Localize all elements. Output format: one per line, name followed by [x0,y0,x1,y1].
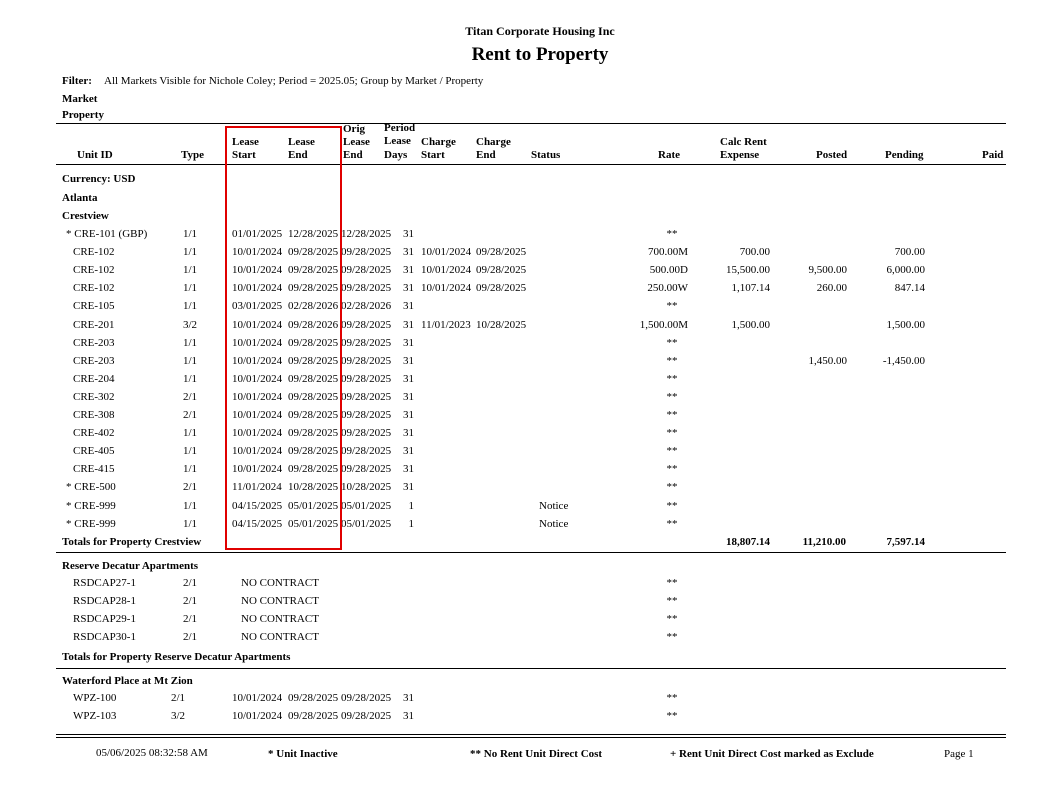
cell-lease-start: 10/01/2024 [232,318,283,331]
cell-lease-end: 09/28/2025 [288,264,339,277]
table-row [0,577,1049,595]
cell-orig-lease-end: 09/28/2025 [341,692,392,704]
cell-lease-start: 04/15/2025 [232,499,283,512]
cell-rate: ** [666,463,678,476]
cell-unit-id: WPZ-100 [73,692,117,704]
table-row [0,445,1049,463]
cell-type: 1/1 [182,246,198,259]
cell-charge-start: 10/01/2024 [421,246,472,259]
cell-rate: 1,500.00M [639,318,688,331]
col-unit-id: Unit ID [77,149,113,161]
cell-lease-end: 09/28/2025 [288,336,339,349]
col-orig-3: End [343,149,363,161]
table-row [0,613,1049,631]
cell-type: 1/1 [182,372,198,385]
totals-pending: 7,597.14 [886,536,925,548]
cell-calc-rent-expense: 1,500.00 [731,318,770,331]
report-title: Rent to Property [471,44,609,65]
table-row [0,595,1049,613]
lease-dates-highlight-box [225,126,342,550]
cell-type: 3/2 [170,710,186,722]
cell-days: 31 [403,318,414,331]
cell-unit-id: CRE-402 [73,427,115,440]
cell-orig-lease-end: 09/28/2025 [341,372,392,385]
cell-orig-lease-end: 09/28/2025 [341,264,392,277]
cell-rate: ** [666,692,678,704]
col-period-2: Lease [384,135,411,147]
cell-days: 31 [403,282,414,295]
footer-rule-1 [56,734,1006,735]
cell-type: 1/1 [182,445,198,458]
cell-lease-end: 09/28/2025 [288,463,339,476]
table-row [0,409,1049,427]
cell-rate: ** [666,390,678,403]
cell-lease-end: 09/28/2025 [288,427,339,440]
cell-posted: 9,500.00 [808,264,847,277]
cell-unit-id: * CRE-101 (GBP) [66,228,148,240]
cell-unit-id: RSDCAP27-1 [73,577,136,589]
cell-orig-lease-end: 10/28/2025 [341,481,392,494]
cell-lease-end: 09/28/2025 [288,282,339,295]
cell-rate: ** [666,631,678,643]
cell-rate: ** [666,710,678,722]
cell-status: Notice [539,499,569,512]
cell-unit-id: CRE-308 [73,409,115,421]
cell-lease-start: 03/01/2025 [232,300,283,313]
cell-lease-start: 10/01/2024 [232,463,283,476]
cell-no-contract: NO CONTRACT [241,595,319,607]
col-paid: Paid [982,149,1004,161]
cell-type: 2/1 [182,631,198,643]
property-name-waterford: Waterford Place at Mt Zion [62,675,193,687]
cell-days: 31 [403,354,414,367]
footer-legend-no-rent: ** No Rent Unit Direct Cost [470,748,603,760]
table-row [0,463,1049,481]
cell-charge-end: 09/28/2025 [476,282,527,295]
cell-orig-lease-end: 09/28/2025 [341,282,392,295]
cell-charge-start: 11/01/2023 [421,318,471,331]
col-charge-end-1: Charge [476,136,511,148]
cell-charge-start: 10/01/2024 [421,264,472,277]
cell-type: 2/1 [182,577,198,589]
cell-type: 1/1 [182,499,198,512]
cell-lease-start: 10/01/2024 [232,336,283,349]
footer-timestamp: 05/06/2025 08:32:58 AM [96,747,208,759]
footer-legend-inactive: * Unit Inactive [268,748,338,760]
table-row [0,228,1049,246]
currency-label: Currency: USD [62,173,136,185]
cell-type: 1/1 [182,427,198,440]
cell-rate: ** [666,228,678,240]
cell-lease-end: 02/28/2026 [288,300,339,313]
cell-lease-start: 10/01/2024 [232,445,283,458]
footer-rule-2 [56,737,1006,738]
footer-legend-exclude: + Rent Unit Direct Cost marked as Exclude [670,748,874,760]
table-row [0,282,1049,300]
col-period-3: Days [384,149,408,161]
cell-orig-lease-end: 09/28/2025 [341,354,392,367]
cell-rate: ** [666,427,678,440]
cell-type: 2/1 [182,481,198,494]
cell-rate: ** [666,595,678,607]
col-status: Status [531,149,561,161]
cell-days: 1 [408,517,414,530]
cell-days: 31 [403,692,414,704]
cell-calc-rent-expense: 1,107.14 [731,282,770,295]
col-orig-2: Lease [343,136,370,148]
cell-lease-end: 09/28/2025 [288,692,339,704]
cell-unit-id: CRE-204 [73,372,115,385]
cell-days: 31 [403,264,414,277]
table-row [0,319,1049,337]
cell-type: 3/2 [182,318,198,331]
col-lease-start-1: Lease [232,136,259,148]
table-row [0,427,1049,445]
cell-rate: ** [666,577,678,589]
cell-status: Notice [539,517,569,530]
cell-orig-lease-end: 09/28/2025 [341,710,392,722]
cell-days: 31 [403,300,414,313]
cell-lease-start: 10/01/2024 [232,390,283,403]
cell-lease-start: 01/01/2025 [232,228,283,240]
cell-days: 1 [408,499,414,512]
col-pending: Pending [885,149,924,161]
cell-lease-start: 10/01/2024 [232,354,283,367]
cell-orig-lease-end: 09/28/2025 [341,390,392,403]
col-period-1: Period [384,122,416,134]
col-lease-end-1: Lease [288,136,315,148]
filter-text: All Markets Visible for Nichole Coley; Period = 2025.05; Group by Market / Property [104,75,484,87]
table-row [0,481,1049,499]
cell-pending: 1,500.00 [886,318,925,331]
property-label: Property [62,109,104,121]
cell-rate: ** [666,372,678,385]
cell-lease-start: 10/01/2024 [232,427,283,440]
cell-days: 31 [403,409,414,421]
cell-rate: ** [666,517,678,530]
cell-lease-end: 09/28/2025 [288,390,339,403]
cell-lease-end: 12/28/2025 [288,228,339,240]
footer-page-number: Page 1 [944,748,974,760]
cell-rate: 250.00W [647,282,688,295]
cell-posted: 1,450.00 [808,354,847,367]
cell-type: 1/1 [182,228,198,240]
cell-lease-end: 09/28/2026 [288,318,339,331]
cell-lease-start: 10/01/2024 [232,282,283,295]
cell-orig-lease-end: 09/28/2025 [341,427,392,440]
col-calc-2: Expense [720,149,760,161]
cell-days: 31 [403,481,414,494]
cell-unit-id: CRE-415 [73,463,115,476]
cell-orig-lease-end: 05/01/2025 [341,517,392,530]
col-posted: Posted [816,149,848,161]
cell-lease-start: 10/01/2024 [232,372,283,385]
cell-lease-start: 10/01/2024 [232,246,283,259]
cell-posted: 260.00 [816,282,847,295]
cell-orig-lease-end: 02/28/2026 [341,300,392,313]
table-row [0,246,1049,264]
cell-rate: ** [666,354,678,367]
cell-unit-id: CRE-302 [73,390,115,403]
cell-orig-lease-end: 09/28/2025 [341,445,392,458]
cell-lease-start: 10/01/2024 [232,409,283,421]
cell-type: 1/1 [182,300,198,313]
col-lease-end-2: End [288,149,308,161]
cell-type: 2/1 [170,692,186,704]
cell-unit-id: CRE-201 [73,318,115,331]
cell-type: 1/1 [182,463,198,476]
cell-no-contract: NO CONTRACT [241,613,319,625]
cell-rate: ** [666,481,678,494]
cell-days: 31 [403,463,414,476]
table-row [0,337,1049,355]
cell-lease-end: 09/28/2025 [288,445,339,458]
cell-pending: 6,000.00 [886,264,925,277]
totals-label-reserve-decatur: Totals for Property Reserve Decatur Apartments [62,651,291,663]
cell-type: 1/1 [182,354,198,367]
col-calc-1: Calc Rent [720,136,767,148]
table-row [0,373,1049,391]
cell-type: 2/1 [182,595,198,607]
cell-orig-lease-end: 09/28/2025 [341,409,392,421]
cell-lease-end: 05/01/2025 [288,517,339,530]
filter-label: Filter: [62,75,92,87]
col-charge-end-2: End [476,149,496,161]
cell-rate: ** [666,445,678,458]
cell-type: 1/1 [182,517,198,530]
company-name: Titan Corporate Housing Inc [465,24,615,38]
cell-rate: ** [666,409,678,421]
col-charge-start-1: Charge [421,136,456,148]
table-row [0,264,1049,282]
cell-charge-start: 10/01/2024 [421,282,472,295]
cell-orig-lease-end: 12/28/2025 [341,228,392,240]
cell-days: 31 [403,390,414,403]
cell-lease-end: 09/28/2025 [288,710,339,722]
cell-rate: 700.00M [647,246,688,259]
cell-orig-lease-end: 05/01/2025 [341,499,392,512]
cell-orig-lease-end: 09/28/2025 [341,463,392,476]
cell-lease-start: 10/01/2024 [232,264,283,277]
cell-days: 31 [403,445,414,458]
cell-days: 31 [403,228,414,240]
property-name-reserve-decatur: Reserve Decatur Apartments [62,560,199,572]
cell-charge-end: 09/28/2025 [476,246,527,259]
cell-no-contract: NO CONTRACT [241,631,319,643]
cell-days: 31 [403,246,414,259]
cell-lease-end: 05/01/2025 [288,499,339,512]
cell-rate: ** [666,613,678,625]
table-row [0,518,1049,536]
cell-days: 31 [403,372,414,385]
header-top-rule [56,123,1006,124]
table-row [0,692,1049,710]
cell-rate: 500.00D [649,264,688,277]
cell-no-contract: NO CONTRACT [241,577,319,589]
cell-charge-end: 09/28/2025 [476,264,527,277]
cell-lease-end: 09/28/2025 [288,354,339,367]
cell-unit-id: CRE-203 [73,354,115,367]
cell-type: 2/1 [182,390,198,403]
cell-lease-end: 09/28/2025 [288,409,339,421]
cell-pending: 847.14 [894,282,925,295]
cell-calc-rent-expense: 700.00 [739,246,770,259]
cell-type: 1/1 [182,264,198,277]
property-name-crestview: Crestview [62,210,109,222]
totals-rule-reserve-decatur [56,668,1006,669]
table-row [0,391,1049,409]
table-row [0,355,1049,373]
cell-calc-rent-expense: 15,500.00 [726,264,770,277]
table-row [0,500,1049,518]
col-lease-start-2: Start [232,149,256,161]
market-name: Atlanta [62,192,98,204]
cell-lease-end: 10/28/2025 [288,481,339,494]
cell-unit-id: CRE-203 [73,336,115,349]
cell-charge-end: 10/28/2025 [476,318,527,331]
cell-unit-id: WPZ-103 [73,710,117,722]
cell-type: 1/1 [182,282,198,295]
cell-pending: -1,450.00 [882,354,925,367]
cell-unit-id: * CRE-999 [66,499,116,512]
cell-unit-id: CRE-102 [73,282,115,295]
cell-days: 31 [403,710,414,722]
cell-unit-id: RSDCAP28-1 [73,595,136,607]
header-bottom-rule [56,164,1006,165]
col-type: Type [181,149,205,161]
table-row [0,631,1049,649]
cell-lease-end: 09/28/2025 [288,372,339,385]
totals-label-crestview: Totals for Property Crestview [62,536,202,548]
cell-unit-id: RSDCAP29-1 [73,613,136,625]
cell-orig-lease-end: 09/28/2025 [341,246,392,259]
cell-days: 31 [403,336,414,349]
cell-orig-lease-end: 09/28/2025 [341,336,392,349]
cell-unit-id: CRE-405 [73,445,115,458]
cell-lease-end: 09/28/2025 [288,246,339,259]
cell-pending: 700.00 [894,246,925,259]
col-charge-start-2: Start [421,149,445,161]
cell-lease-start: 10/01/2024 [232,692,283,704]
totals-calc: 18,807.14 [726,536,770,548]
cell-unit-id: CRE-105 [73,300,115,313]
cell-lease-start: 11/01/2024 [232,481,282,494]
col-rate: Rate [658,149,680,161]
table-row [0,300,1049,318]
cell-lease-start: 04/15/2025 [232,517,283,530]
totals-rule-crestview [56,552,1006,553]
table-row [0,710,1049,728]
cell-type: 1/1 [182,336,198,349]
cell-type: 2/1 [182,409,198,421]
totals-posted: 11,210.00 [802,536,846,548]
cell-unit-id: CRE-102 [73,246,115,259]
cell-type: 2/1 [182,613,198,625]
cell-rate: ** [666,499,678,512]
cell-rate: ** [666,300,678,313]
cell-unit-id: RSDCAP30-1 [73,631,136,643]
col-orig-1: Orig [343,123,365,135]
cell-unit-id: CRE-102 [73,264,115,277]
cell-unit-id: * CRE-999 [66,517,116,530]
cell-unit-id: * CRE-500 [66,481,116,494]
cell-lease-start: 10/01/2024 [232,710,283,722]
cell-rate: ** [666,336,678,349]
cell-days: 31 [403,427,414,440]
cell-orig-lease-end: 09/28/2025 [341,318,392,331]
market-label: Market [62,93,98,105]
